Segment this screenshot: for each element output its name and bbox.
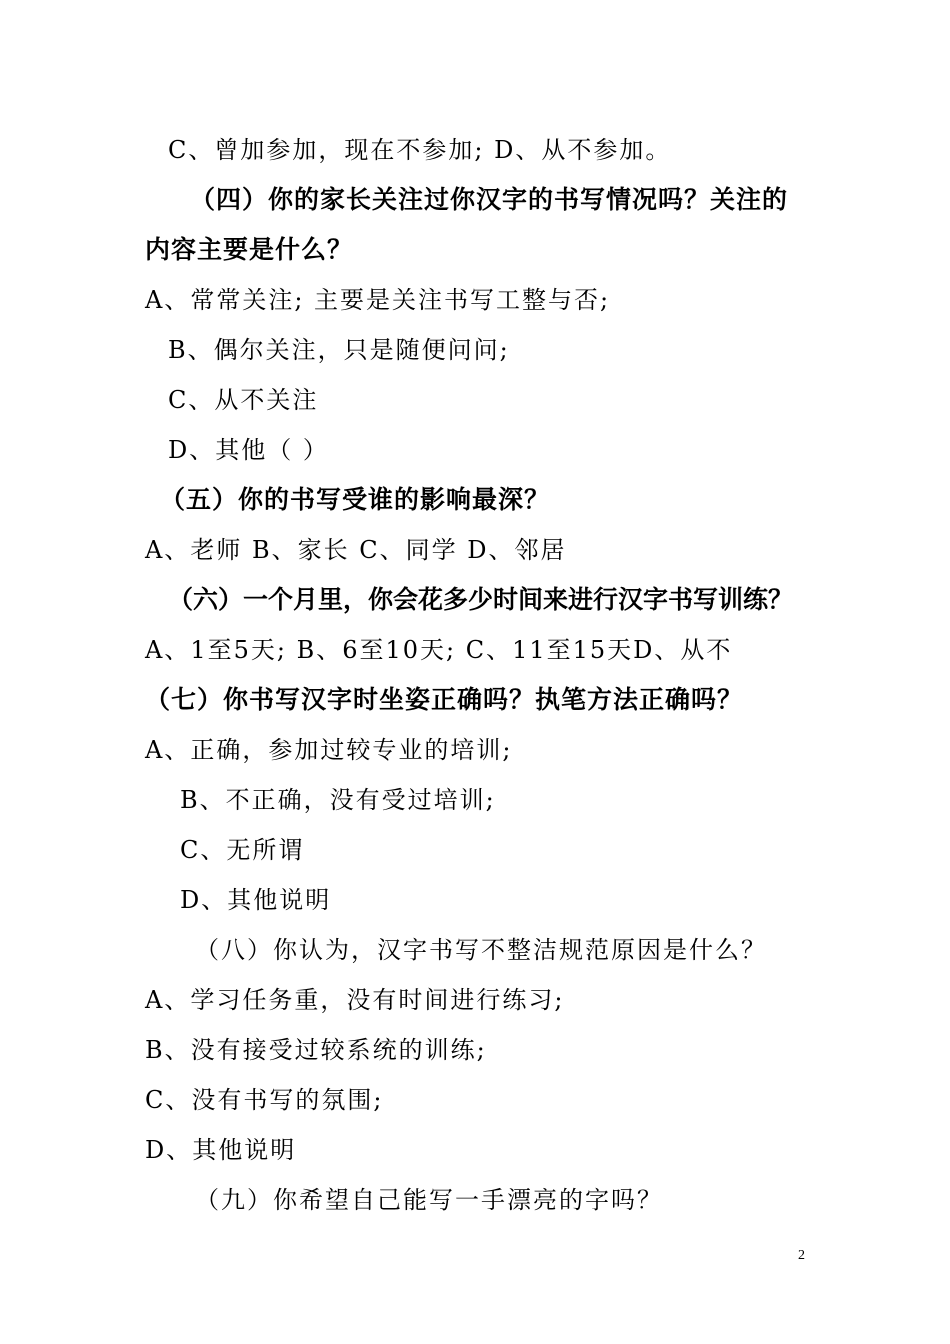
option-line: B、没有接受过较系统的训练; — [145, 1036, 487, 1064]
question-heading: （四）你的家长关注过你汉字的书写情况吗？关注的 — [190, 185, 789, 214]
option-line: D、其他（ ） — [168, 436, 329, 464]
question-heading: （六）一个月里，你会花多少时间来进行汉字书写训练？ — [168, 585, 794, 614]
option-line: C、从不关注 — [168, 386, 319, 414]
option-line: D、其他说明 — [180, 886, 332, 914]
option-line: A、正确，参加过较专业的培训; — [145, 736, 513, 764]
option-line: B、不正确，没有受过培训; — [180, 786, 496, 814]
question-heading: （八）你认为，汉字书写不整洁规范原因是什么？ — [195, 936, 767, 964]
question-heading: （五）你的书写受谁的影响最深？ — [160, 485, 551, 514]
question-heading: （七）你书写汉字时坐姿正确吗？执笔方法正确吗？ — [145, 685, 744, 714]
option-line: A、常常关注; 主要是关注书写工整与否; — [145, 286, 611, 314]
option-line: C、没有书写的氛围; — [145, 1086, 384, 1114]
option-line: A、老师 B、家长 C、同学 D、邻居 — [145, 536, 567, 564]
option-line: A、学习任务重，没有时间进行练习; — [145, 986, 565, 1014]
page-number: 2 — [798, 1248, 805, 1263]
option-line: B、偶尔关注，只是随便问问; — [168, 336, 510, 364]
option-line: C、曾加参加，现在不参加; D、从不参加。 — [168, 136, 672, 164]
question-heading: （九）你希望自己能写一手漂亮的字吗？ — [195, 1186, 663, 1214]
question-heading-continued: 内容主要是什么？ — [145, 235, 354, 264]
option-line: A、1至5天; B、6至10天; C、11至15天D、从不 — [145, 636, 733, 664]
option-line: D、其他说明 — [145, 1136, 297, 1164]
option-line: C、无所谓 — [180, 836, 305, 864]
